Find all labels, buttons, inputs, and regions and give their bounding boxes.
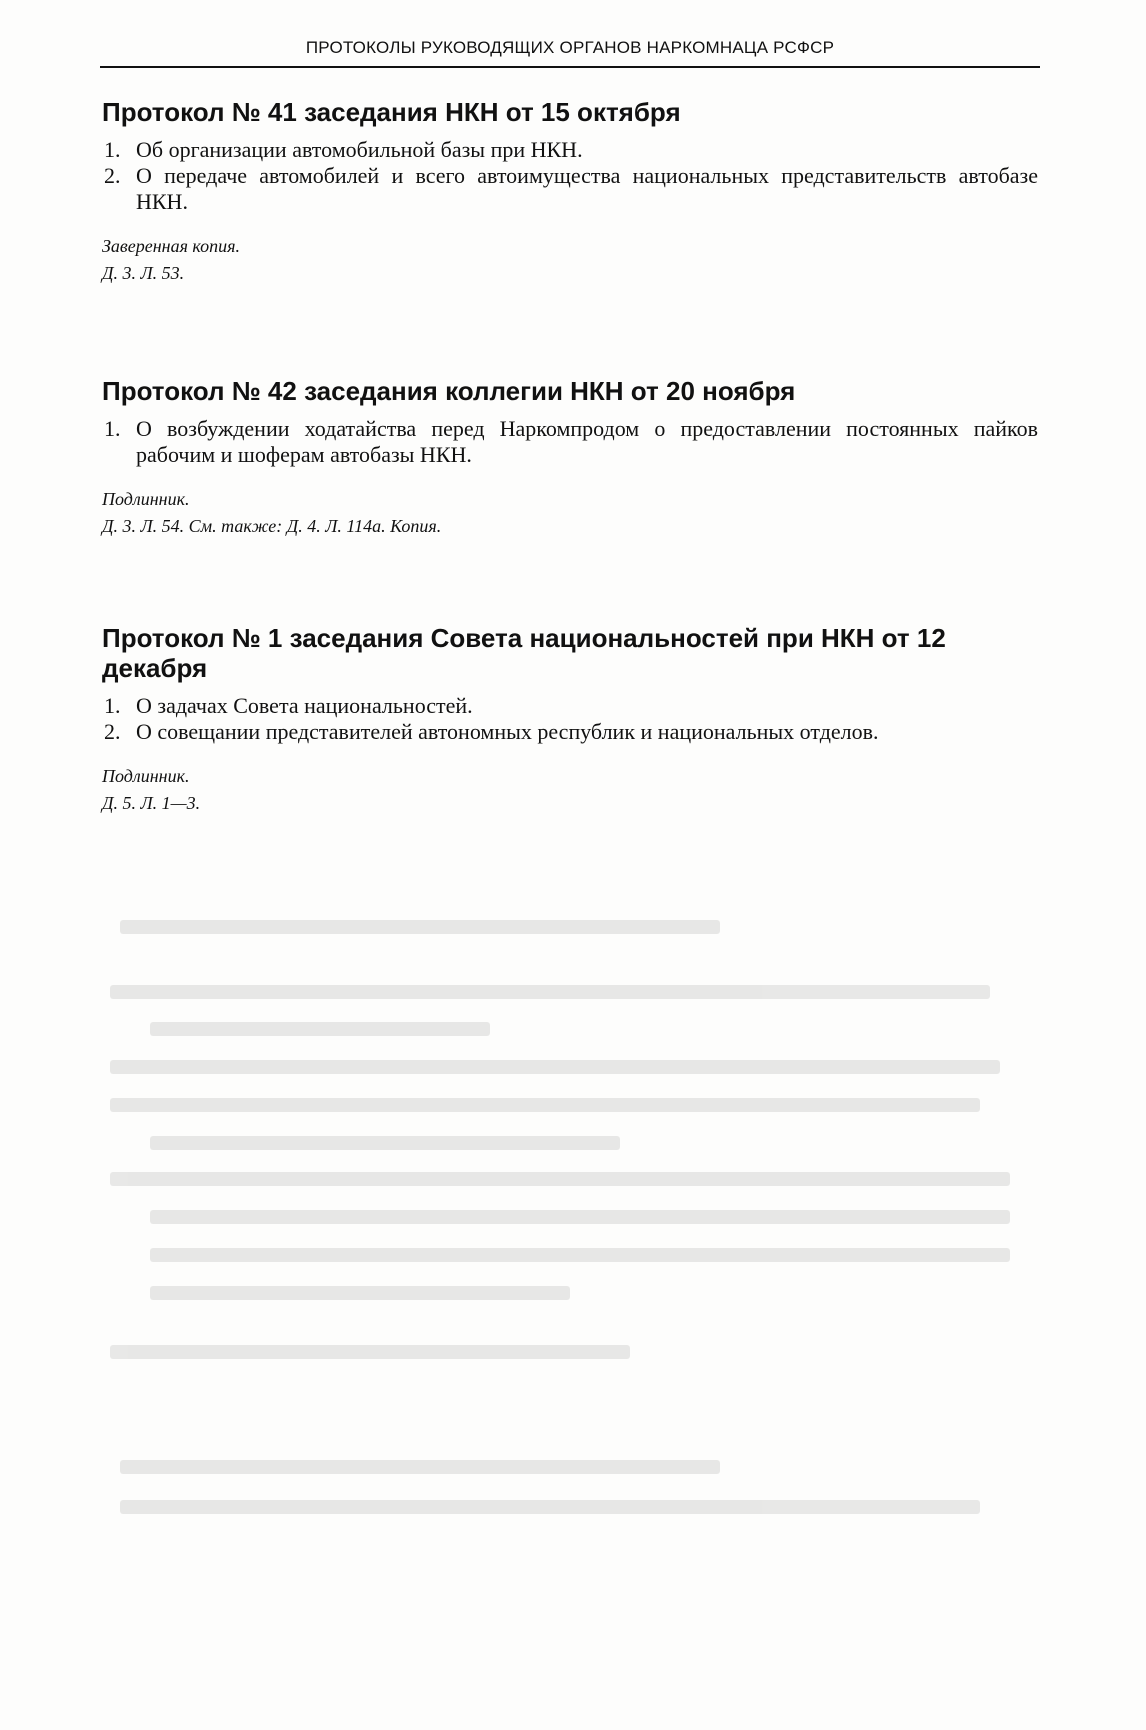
source-type: Подлинник.: [102, 489, 190, 509]
agenda-item: [102, 719, 1038, 745]
protocol-41-section: [102, 97, 1038, 287]
protocol-42-section: [102, 376, 1038, 540]
item-text: О совещании представителей автономных республик и национальных отделов.: [136, 719, 879, 744]
protocol-title: Протокол № 1 заседания Совета национальностей при НКН от 12 декабря: [102, 623, 946, 683]
agenda-item: [102, 416, 1038, 468]
protocol-title: Протокол № 42 заседания коллегии НКН от 20 ноября: [102, 376, 796, 406]
item-text: О возбуждении ходатайства перед Наркомпродом о предоставлении постоянных пайков рабочим и шоферам автобазы НКН.: [136, 416, 1038, 467]
item-number: 2.: [104, 163, 121, 188]
agenda-item: [102, 693, 1038, 719]
protocol-title: Протокол № 41 заседания НКН от 15 октября: [102, 97, 681, 127]
source-note: [102, 233, 1038, 287]
item-number: 1.: [104, 416, 121, 441]
item-number: 2.: [104, 719, 121, 744]
item-text: Об организации автомобильной базы при НКН.: [136, 137, 583, 162]
archive-reference: Д. 5. Л. 1—3.: [102, 793, 201, 813]
agenda-item: [102, 137, 1038, 163]
agenda-list: [102, 693, 1038, 745]
agenda-item: [102, 163, 1038, 215]
protocol-1-section: [102, 623, 1038, 817]
source-note: [102, 486, 1038, 540]
item-number: 1.: [104, 137, 121, 162]
source-note: [102, 763, 1038, 817]
agenda-list: [102, 416, 1038, 468]
source-type: Заверенная копия.: [102, 236, 241, 256]
item-number: 1.: [104, 693, 121, 718]
item-text: О передаче автомобилей и всего автоимущества национальных представительств автобазе НКН.: [136, 163, 1038, 214]
archive-reference: Д. 3. Л. 54. См. также: Д. 4. Л. 114а. Копия.: [102, 516, 442, 536]
running-head: ПРОТОКОЛЫ РУКОВОДЯЩИХ ОРГАНОВ НАРКОМНАЦА РСФСР: [305, 38, 835, 57]
archive-reference: Д. 3. Л. 53.: [102, 263, 185, 283]
item-text: О задачах Совета национальностей.: [136, 693, 473, 718]
source-type: Подлинник.: [102, 766, 190, 786]
agenda-list: [102, 137, 1038, 215]
header-divider: [100, 66, 1040, 68]
